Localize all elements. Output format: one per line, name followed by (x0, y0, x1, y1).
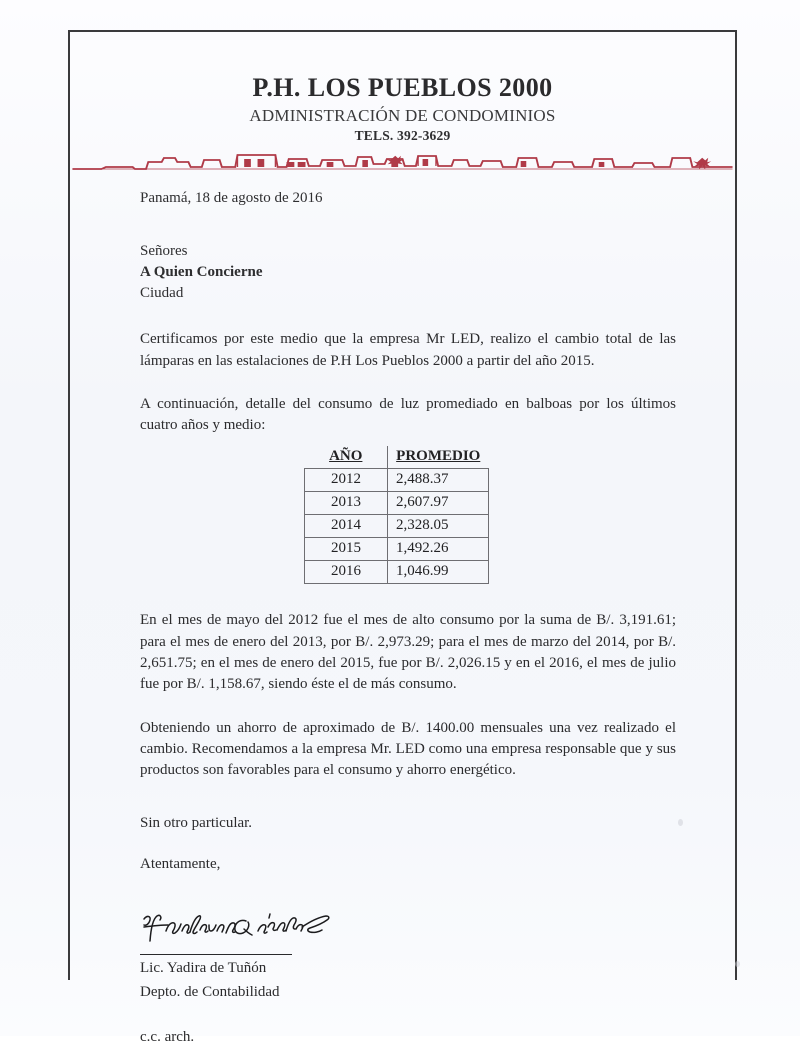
table-header-average-label: PROMEDIO (396, 448, 481, 465)
addressee-line-3: Ciudad (140, 284, 184, 301)
table-row (305, 492, 489, 515)
document-content (68, 30, 737, 1046)
cell-average: 1,492.26 (388, 538, 489, 561)
valediction: Atentamente, (140, 856, 221, 873)
paragraph-savings: Obteniendo un ahorro de aproximado de B/. 1400.00 mensuales una vez realizado el cambio. Recomendamos a la empresa Mr. LED como una empresa responsable que y sus productos son favorables para el consumo y ahorro energético. (140, 719, 676, 779)
signature-line (140, 954, 292, 955)
cell-average: 2,607.97 (388, 492, 489, 515)
cell-year: 2016 (305, 561, 388, 584)
company-phone: TELS. 392-3629 (354, 128, 451, 144)
cell-average: 2,328.05 (388, 515, 489, 538)
scan-speck (735, 961, 740, 967)
cell-average: 1,046.99 (388, 561, 489, 584)
signer-name: Lic. Yadira de Tuñón (140, 960, 267, 977)
company-name: P.H. LOS PUEBLOS 2000 (252, 73, 553, 102)
table-header-average (388, 446, 489, 469)
averages-table-wrapper (140, 446, 713, 584)
date-line: Panamá, 18 de agosto de 2016 (140, 190, 323, 207)
table-header-year (305, 446, 388, 469)
city-skyline-ornament-icon (68, 146, 737, 172)
scan-speck (678, 819, 683, 826)
letter-body (68, 190, 737, 1046)
letterhead (68, 30, 737, 172)
table-row (305, 561, 489, 584)
cell-year: 2014 (305, 515, 388, 538)
carbon-copy-note: c.c. arch. (140, 1029, 195, 1046)
closing-block (140, 815, 713, 873)
cell-year: 2012 (305, 469, 388, 492)
table-row (305, 469, 489, 492)
paragraph-certification: Certificamos por este medio que la empresa Mr LED, realizo el cambio total de las lámparas en las estalaciones de P.H Los Pueblos 2000 a partir del año 2015. (140, 331, 676, 369)
cell-year: 2013 (305, 492, 388, 515)
closing-line: Sin otro particular. (140, 815, 253, 832)
averages-table (304, 446, 489, 584)
table-header-year-label: AÑO (329, 448, 363, 465)
table-row (305, 515, 489, 538)
paragraph-peak-months: En el mes de mayo del 2012 fue el mes de alto consumo por la suma de B/. 3,191.61; para el mes de enero del 2013, por B/. 2,973.29; para el mes de marzo del 2014, por B/. 2,651.75; en el mes de enero del 2015, fue por B/. 2,026.15 y en el 2016, el mes de julio fue por B/. 1,158.67, siendo éste el de más consumo. (140, 612, 676, 693)
table-header-row (305, 446, 489, 469)
table-row (305, 538, 489, 561)
addressee-block (140, 241, 713, 303)
cell-year: 2015 (305, 538, 388, 561)
addressee-line-2: A Quien Concierne (140, 263, 263, 280)
addressee-line-1: Señores (140, 243, 188, 260)
handwritten-signature-icon (140, 903, 370, 947)
signature-block (140, 903, 713, 1046)
paragraph-table-intro: A continuación, detalle del consumo de luz promediado en balboas por los últimos cuatro años y medio: (140, 395, 676, 434)
cell-average: 2,488.37 (388, 469, 489, 492)
company-subtitle: ADMINISTRACIÓN DE CONDOMINIOS (249, 105, 556, 125)
signer-department: Depto. de Contabilidad (140, 984, 280, 1001)
